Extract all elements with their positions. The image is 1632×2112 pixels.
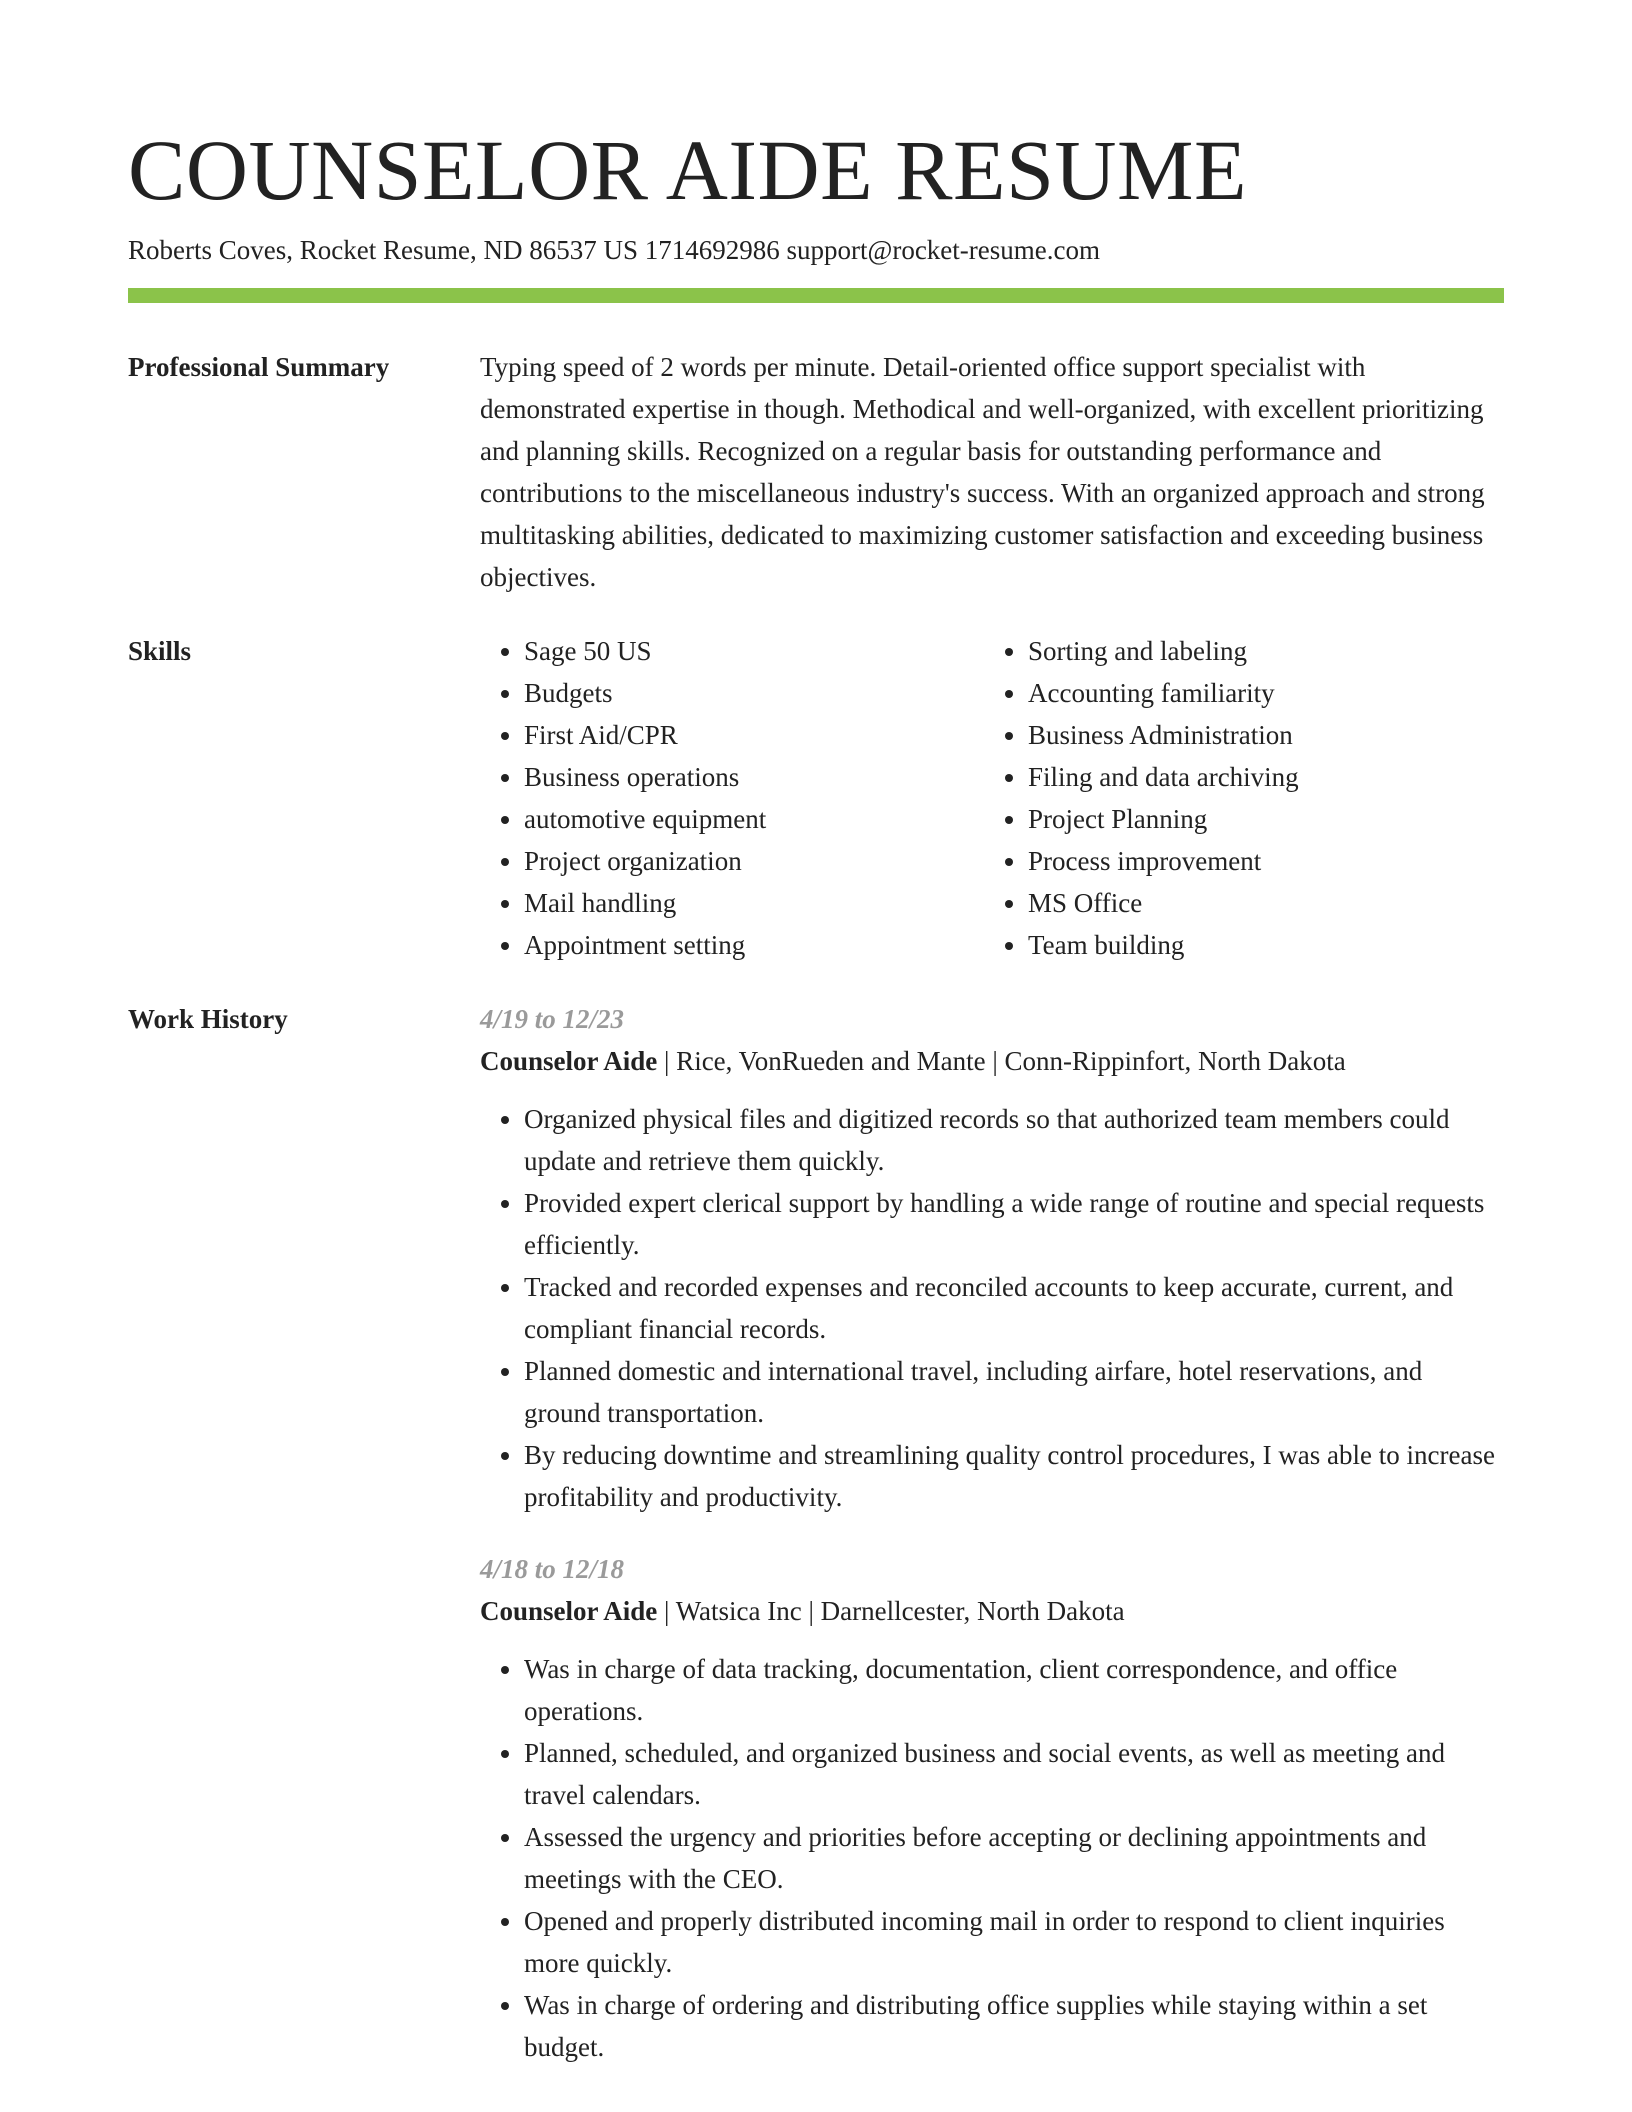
job-entry — [480, 998, 1504, 1518]
resume-header — [128, 118, 1504, 303]
list-item: • Planned domestic and international travel, including airfare, hotel reservations, and ground transportation. — [524, 1350, 1504, 1434]
skills-heading: Skills — [128, 636, 192, 666]
list-item: • Mail handling — [524, 882, 984, 924]
list-item: • Provided expert clerical support by handling a wide range of routine and special requests efficiently. — [524, 1182, 1504, 1266]
list-item: • Business Administration — [1028, 714, 1488, 756]
skills-column-left — [480, 630, 984, 966]
list-item: • Was in charge of data tracking, documentation, client correspondence, and office operations. — [524, 1648, 1504, 1732]
list-item: • Tracked and recorded expenses and reconciled accounts to keep accurate, current, and compliant financial records. — [524, 1266, 1504, 1350]
list-item: • automotive equipment — [524, 798, 984, 840]
list-item: • Budgets — [524, 672, 984, 714]
work-history-heading: Work History — [128, 1004, 288, 1034]
skills-column-right — [984, 630, 1488, 966]
job-dates: 4/18 to 12/18 — [480, 1554, 625, 1584]
job-employer-location: | Rice, VonRueden and Mante | Conn-Rippinfort, North Dakota — [657, 1046, 1346, 1076]
list-item: • Team building — [1028, 924, 1488, 966]
list-item: • Appointment setting — [524, 924, 984, 966]
skills-list-left — [480, 630, 984, 966]
list-item: • Planned, scheduled, and organized business and social events, as well as meeting and travel calendars. — [524, 1732, 1504, 1816]
list-item: • First Aid/CPR — [524, 714, 984, 756]
skills-list-right — [984, 630, 1488, 966]
list-item: • Sorting and labeling — [1028, 630, 1488, 672]
work-history-body — [480, 998, 1504, 2098]
list-item: • Project Planning — [1028, 798, 1488, 840]
job-title: Counselor Aide — [480, 1596, 658, 1626]
skills-section — [128, 630, 1504, 966]
skills-body — [480, 630, 1504, 966]
professional-summary-text: Typing speed of 2 words per minute. Detail-oriented office support specialist with demonstrated expertise in though. Methodical and well-organized, with excellent prioritizing and planning skills. Recognized on a regular basis for outstanding performance and contributions to the miscellaneous industry's success. With an organized approach and strong multitasking abilities, dedicated to maximizing customer satisfaction and exceeding business objectives. — [480, 352, 1485, 592]
list-item: • Filing and data archiving — [1028, 756, 1488, 798]
list-item: • Assessed the urgency and priorities before accepting or declining appointments and meetings with the CEO. — [524, 1816, 1504, 1900]
contact-info: Roberts Coves, Rocket Resume, ND 86537 US 1714692986 support@rocket-resume.com — [128, 235, 1100, 265]
professional-summary-body — [480, 346, 1504, 598]
job-duties-list — [480, 1098, 1504, 1518]
job-heading-line — [480, 1590, 1504, 1632]
job-duties-list — [480, 1648, 1504, 2068]
list-item: • Project organization — [524, 840, 984, 882]
job-dates: 4/19 to 12/23 — [480, 1004, 625, 1034]
list-item: • By reducing downtime and streamlining quality control procedures, I was able to increase profitability and productivity. — [524, 1434, 1504, 1518]
resume-title: COUNSELOR AIDE RESUME — [128, 122, 1248, 218]
work-history-section — [128, 998, 1504, 2098]
job-entry — [480, 1548, 1504, 2068]
header-divider — [128, 288, 1504, 303]
list-item: • Process improvement — [1028, 840, 1488, 882]
professional-summary-heading: Professional Summary — [128, 352, 390, 382]
list-item: • Organized physical files and digitized records so that authorized team members could update and retrieve them quickly. — [524, 1098, 1504, 1182]
job-heading-line — [480, 1040, 1504, 1082]
list-item: • Sage 50 US — [524, 630, 984, 672]
list-item: • Business operations — [524, 756, 984, 798]
job-employer-location: | Watsica Inc | Darnellcester, North Dakota — [657, 1596, 1125, 1626]
professional-summary-section — [128, 346, 1504, 598]
list-item: • MS Office — [1028, 882, 1488, 924]
list-item: • Accounting familiarity — [1028, 672, 1488, 714]
list-item: • Was in charge of ordering and distributing office supplies while staying within a set budget. — [524, 1984, 1504, 2068]
list-item: • Opened and properly distributed incoming mail in order to respond to client inquiries more quickly. — [524, 1900, 1504, 1984]
job-title: Counselor Aide — [480, 1046, 658, 1076]
